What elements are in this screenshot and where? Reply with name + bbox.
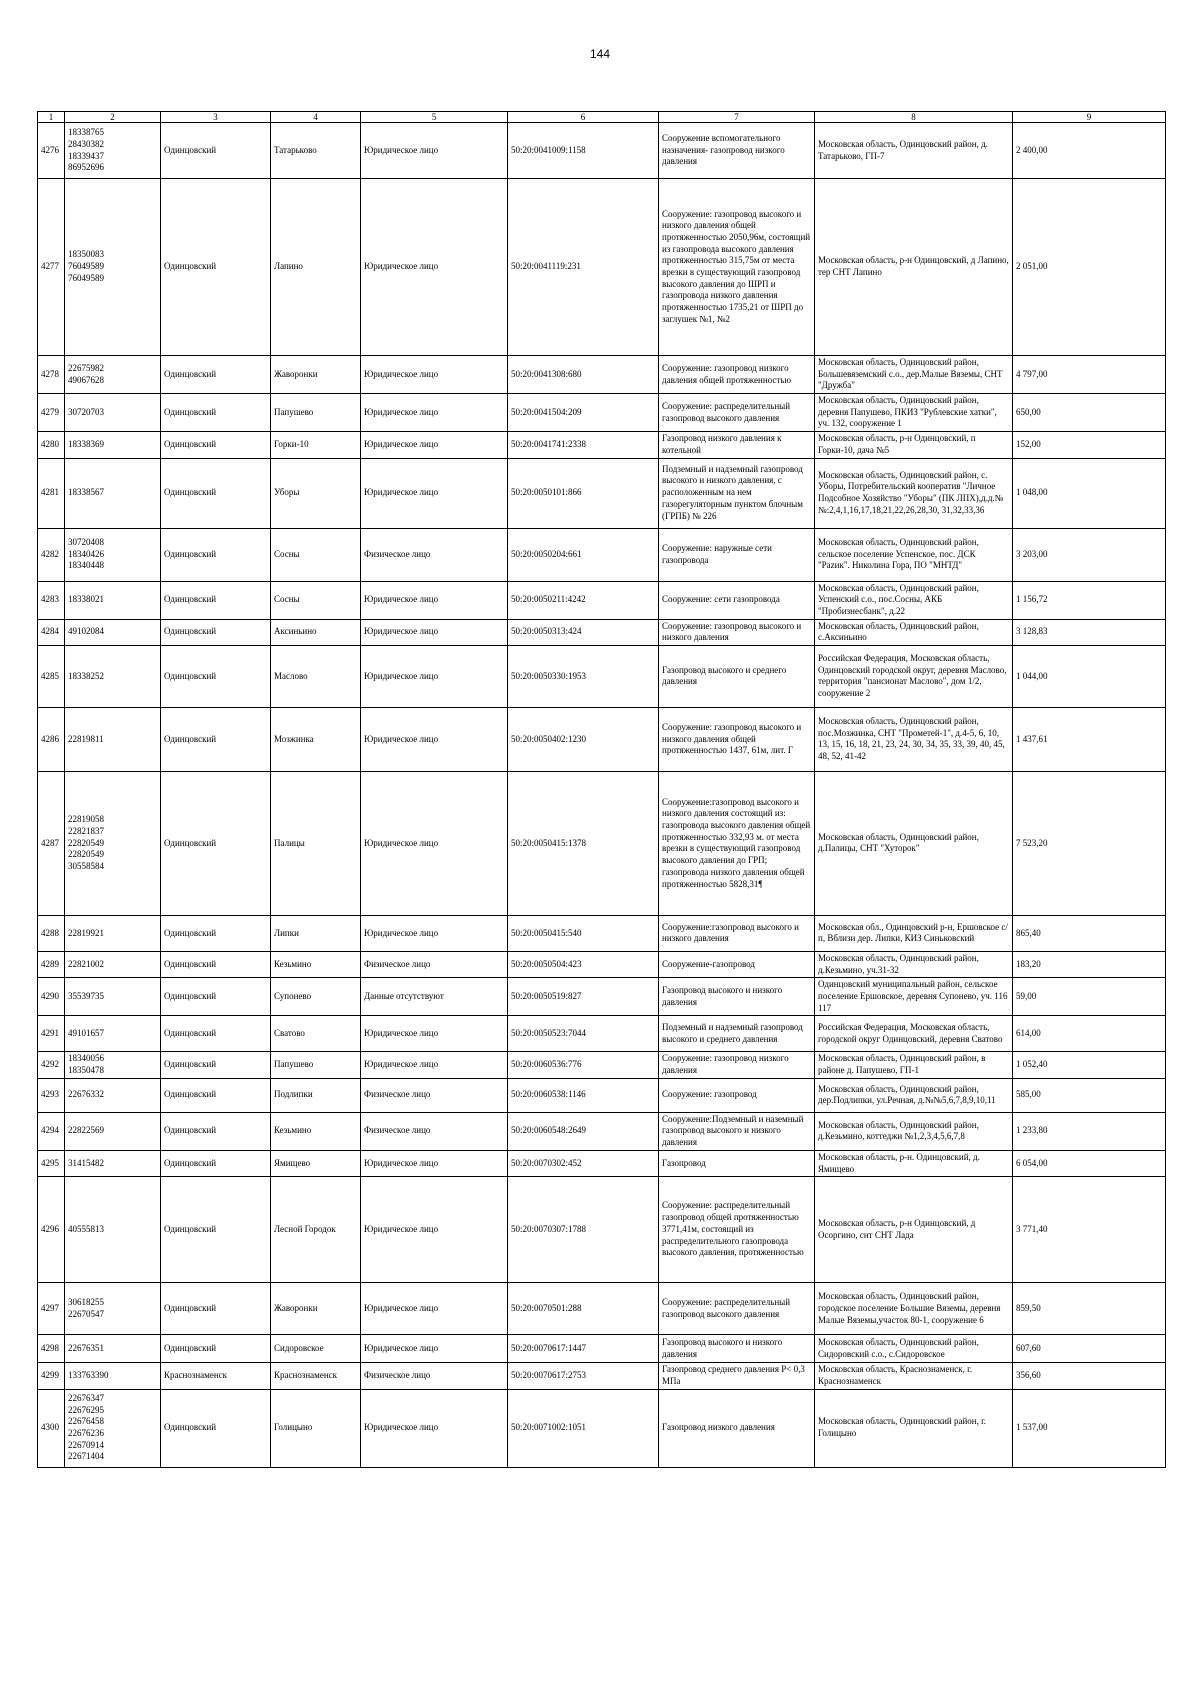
row-number: 4285 <box>38 645 65 707</box>
owner-type: Юридическое лицо <box>361 123 508 179</box>
district: Одинцовский <box>161 771 271 915</box>
table-row <box>38 1150 1166 1176</box>
object-description: Подземный и надземный газопровод высокого и низкого давления, с расположенным на нем газорегуляторным пунктом блочным (ГРПБ) № 226 <box>659 458 815 528</box>
object-codes: 49102084 <box>65 619 161 645</box>
object-address: Российская Федерация, Московская область, Одинцовский городской округ, деревня Маслово, территория "пансионат Маслово", дом 1/2, сооружение 2 <box>815 645 1013 707</box>
object-description: Газопровод среднего давления Р< 0,3 МПа <box>659 1363 815 1389</box>
table-row <box>38 123 1166 179</box>
object-description: Сооружение: газопровод низкого давления <box>659 1052 815 1078</box>
object-codes: 40555813 <box>65 1177 161 1283</box>
district: Одинцовский <box>161 707 271 771</box>
owner-type: Данные отсутствуют <box>361 978 508 1016</box>
object-codes: 22676351 <box>65 1335 161 1363</box>
district: Одинцовский <box>161 1112 271 1150</box>
object-description: Сооружение: газопровод <box>659 1078 815 1112</box>
cadastral-number: 50:20:0041119:231 <box>508 179 659 356</box>
owner-type: Юридическое лицо <box>361 1016 508 1052</box>
object-address: Московская область, Одинцовский район, г. Голицыно <box>815 1389 1013 1467</box>
cadastral-number: 50:20:0050504:423 <box>508 951 659 977</box>
locality: Папушево <box>271 394 361 432</box>
value: 7 523,20 <box>1013 771 1166 915</box>
table-row <box>38 1016 1166 1052</box>
object-description: Сооружение:газопровод высокого и низкого давления <box>659 915 815 951</box>
cadastral-number: 50:20:0050523:7044 <box>508 1016 659 1052</box>
table-row <box>38 1177 1166 1283</box>
table-row <box>38 432 1166 458</box>
owner-type: Юридическое лицо <box>361 432 508 458</box>
row-number: 4281 <box>38 458 65 528</box>
cadastral-number: 50:20:0050402:1230 <box>508 707 659 771</box>
value: 152,00 <box>1013 432 1166 458</box>
object-codes: 18338765 28430382 18339437 86952696 <box>65 123 161 179</box>
district: Одинцовский <box>161 458 271 528</box>
cadastral-number: 50:20:0041741:2338 <box>508 432 659 458</box>
object-codes: 22676347 22676295 22676458 22676236 22670914 22671404 <box>65 1389 161 1467</box>
owner-type: Юридическое лицо <box>361 394 508 432</box>
value: 1 233,80 <box>1013 1112 1166 1150</box>
column-header: 5 <box>361 112 508 123</box>
locality: Кезьмино <box>271 951 361 977</box>
object-codes: 22821002 <box>65 951 161 977</box>
object-address: Одинцовский муниципальный район, сельское поселение Ершовское, деревня Супонево, уч. 116 117 <box>815 978 1013 1016</box>
cadastral-number: 50:20:0050519:827 <box>508 978 659 1016</box>
object-address: Московская область, Одинцовский район, д. Татарьково, ГП-7 <box>815 123 1013 179</box>
object-description: Газопровод <box>659 1150 815 1176</box>
object-codes: 30720408 18340426 18340448 <box>65 528 161 581</box>
page-number: 144 <box>589 47 611 61</box>
table-row <box>38 915 1166 951</box>
owner-type: Юридическое лицо <box>361 581 508 619</box>
owner-type: Юридическое лицо <box>361 1052 508 1078</box>
table-row <box>38 771 1166 915</box>
district: Одинцовский <box>161 1078 271 1112</box>
value: 4 797,00 <box>1013 356 1166 394</box>
locality: Уборы <box>271 458 361 528</box>
object-codes: 30618255 22670547 <box>65 1283 161 1335</box>
cadastral-number: 50:20:0050415:1378 <box>508 771 659 915</box>
district: Одинцовский <box>161 619 271 645</box>
table-row <box>38 528 1166 581</box>
value: 3 771,40 <box>1013 1177 1166 1283</box>
cadastral-number: 50:20:0041308:680 <box>508 356 659 394</box>
value: 585,00 <box>1013 1078 1166 1112</box>
district: Одинцовский <box>161 1283 271 1335</box>
owner-type: Юридическое лицо <box>361 356 508 394</box>
object-address: Московская область, Одинцовский район, дер.Подлипки, ул.Речная, д.№№5,6,7,8,9,10,11 <box>815 1078 1013 1112</box>
row-number: 4300 <box>38 1389 65 1467</box>
object-codes: 18338369 <box>65 432 161 458</box>
row-number: 4284 <box>38 619 65 645</box>
object-codes: 22675982 49067628 <box>65 356 161 394</box>
owner-type: Физическое лицо <box>361 951 508 977</box>
object-codes: 22819058 22821837 22820549 22820549 30558584 <box>65 771 161 915</box>
value: 1 156,72 <box>1013 581 1166 619</box>
cadastral-number: 50:20:0050313:424 <box>508 619 659 645</box>
object-codes: 22819921 <box>65 915 161 951</box>
table-row <box>38 1078 1166 1112</box>
column-header: 2 <box>65 112 161 123</box>
row-number: 4289 <box>38 951 65 977</box>
owner-type: Юридическое лицо <box>361 645 508 707</box>
locality: Лесной Городок <box>271 1177 361 1283</box>
value: 1 537,00 <box>1013 1389 1166 1467</box>
row-number: 4277 <box>38 179 65 356</box>
row-number: 4279 <box>38 394 65 432</box>
cadastral-number: 50:20:0041504:209 <box>508 394 659 432</box>
object-codes: 31415482 <box>65 1150 161 1176</box>
object-address: Московская область, Одинцовский район, с.Аксиньино <box>815 619 1013 645</box>
table-row <box>38 1052 1166 1078</box>
owner-type: Физическое лицо <box>361 1363 508 1389</box>
object-address: Московская область, Одинцовский район, Большевяземский с.о., дер.Малые Вяземы, СНТ "Дружба" <box>815 356 1013 394</box>
row-number: 4293 <box>38 1078 65 1112</box>
table-row <box>38 951 1166 977</box>
object-description: Газопровод высокого и низкого давления <box>659 978 815 1016</box>
owner-type: Физическое лицо <box>361 528 508 581</box>
row-number: 4294 <box>38 1112 65 1150</box>
row-number: 4276 <box>38 123 65 179</box>
column-header: 8 <box>815 112 1013 123</box>
table-row <box>38 1363 1166 1389</box>
row-number: 4282 <box>38 528 65 581</box>
column-header: 9 <box>1013 112 1166 123</box>
district: Одинцовский <box>161 1177 271 1283</box>
locality: Горки-10 <box>271 432 361 458</box>
object-description: Сооружение: распределительный газопровод высокого давления <box>659 394 815 432</box>
row-number: 4278 <box>38 356 65 394</box>
table-row <box>38 619 1166 645</box>
object-description: Сооружение: сети газопровода <box>659 581 815 619</box>
row-number: 4298 <box>38 1335 65 1363</box>
value: 356,60 <box>1013 1363 1166 1389</box>
district: Одинцовский <box>161 951 271 977</box>
column-header-row <box>38 112 1166 123</box>
district: Одинцовский <box>161 1389 271 1467</box>
owner-type: Юридическое лицо <box>361 1283 508 1335</box>
locality: Мозжинка <box>271 707 361 771</box>
object-description: Газопровод высокого и среднего давления <box>659 645 815 707</box>
table-row <box>38 707 1166 771</box>
locality: Сидоровское <box>271 1335 361 1363</box>
row-number: 4297 <box>38 1283 65 1335</box>
value: 1 044,00 <box>1013 645 1166 707</box>
owner-type: Юридическое лицо <box>361 458 508 528</box>
object-codes: 18350083 76049589 76049589 <box>65 179 161 356</box>
district: Одинцовский <box>161 123 271 179</box>
object-codes: 133763390 <box>65 1363 161 1389</box>
cadastral-number: 50:20:0060536:776 <box>508 1052 659 1078</box>
cadastral-number: 50:20:0070307:1788 <box>508 1177 659 1283</box>
column-header: 1 <box>38 112 65 123</box>
object-address: Московская область, р-н. Одинцовский, д. Ямищево <box>815 1150 1013 1176</box>
object-address: Московская область, Одинцовский район, Сидоровский с.о., с.Сидоровское <box>815 1335 1013 1363</box>
row-number: 4299 <box>38 1363 65 1389</box>
district: Одинцовский <box>161 432 271 458</box>
locality: Аксиньино <box>271 619 361 645</box>
cadastral-number: 50:20:0050211:4242 <box>508 581 659 619</box>
row-number: 4291 <box>38 1016 65 1052</box>
locality: Ямищево <box>271 1150 361 1176</box>
cadastral-number: 50:20:0060548:2649 <box>508 1112 659 1150</box>
value: 650,00 <box>1013 394 1166 432</box>
object-codes: 18338567 <box>65 458 161 528</box>
row-number: 4283 <box>38 581 65 619</box>
locality: Палицы <box>271 771 361 915</box>
owner-type: Юридическое лицо <box>361 771 508 915</box>
table-row <box>38 394 1166 432</box>
column-header: 3 <box>161 112 271 123</box>
object-codes: 18340056 18350478 <box>65 1052 161 1078</box>
object-address: Российская Федерация, Московская область, городской округ Одинцовский, деревня Сватово <box>815 1016 1013 1052</box>
cadastral-number: 50:20:0070617:2753 <box>508 1363 659 1389</box>
owner-type: Физическое лицо <box>361 1112 508 1150</box>
locality: Жаворонки <box>271 356 361 394</box>
object-codes: 22822569 <box>65 1112 161 1150</box>
object-description: Сооружение:Подземный и наземный газопровод высокого и низкого давления <box>659 1112 815 1150</box>
value: 1 052,40 <box>1013 1052 1166 1078</box>
owner-type: Юридическое лицо <box>361 1389 508 1467</box>
object-description: Сооружение: газопровод низкого давления общей протяженностью <box>659 356 815 394</box>
object-address: Московская область, р-н Одинцовский, д Осоргино, снт СНТ Лада <box>815 1177 1013 1283</box>
table-row <box>38 179 1166 356</box>
object-address: Московская область, Одинцовский район, д.Кезьмино, коттеджи №1,2,3,4,5,6,7,8 <box>815 1112 1013 1150</box>
object-description: Газопровод низкого давления <box>659 1389 815 1467</box>
object-description: Подземный и надземный газопровод высокого и среднего давления <box>659 1016 815 1052</box>
registry-table <box>37 111 1166 1468</box>
row-number: 4296 <box>38 1177 65 1283</box>
owner-type: Юридическое лицо <box>361 619 508 645</box>
locality: Голицыно <box>271 1389 361 1467</box>
object-address: Московская область, Одинцовский район, деревня Папушево, ПКИЗ "Рублевские хатки", уч. 132, сооружение 1 <box>815 394 1013 432</box>
cadastral-number: 50:20:0060538:1146 <box>508 1078 659 1112</box>
table-row <box>38 1112 1166 1150</box>
object-codes: 18338021 <box>65 581 161 619</box>
row-number: 4280 <box>38 432 65 458</box>
table-row <box>38 1389 1166 1467</box>
locality: Жаворонки <box>271 1283 361 1335</box>
object-address: Московская обл., Одинцовский р-н, Ершовское с/п, Вблизи дер. Липки, КИЗ Синьковский <box>815 915 1013 951</box>
object-address: Московская область, Одинцовский район, городское поселение Большие Вяземы, деревня Малые Вяземы,участок 80-1, сооружение 6 <box>815 1283 1013 1335</box>
object-description: Сооружение-газопровод <box>659 951 815 977</box>
row-number: 4288 <box>38 915 65 951</box>
table-row <box>38 645 1166 707</box>
owner-type: Юридическое лицо <box>361 1150 508 1176</box>
object-description: Сооружение: газопровод высокого и низкого давления общей протяженностью 1437, 61м, лит. Г <box>659 707 815 771</box>
district: Одинцовский <box>161 179 271 356</box>
locality: Лапино <box>271 179 361 356</box>
owner-type: Юридическое лицо <box>361 1335 508 1363</box>
cadastral-number: 50:20:0050204:661 <box>508 528 659 581</box>
owner-type: Юридическое лицо <box>361 707 508 771</box>
locality: Папушево <box>271 1052 361 1078</box>
object-address: Московская область, Одинцовский район, Успенский с.о., пос.Сосны, АКБ "Пробизнесбанк", д.22 <box>815 581 1013 619</box>
object-address: Московская область, Одинцовский район, сельское поселение Успенское, пос. ДСК "Раzик". Николина Гора, ПО "МНТД" <box>815 528 1013 581</box>
cadastral-number: 50:20:0070302:452 <box>508 1150 659 1176</box>
locality: Татарьково <box>271 123 361 179</box>
district: Одинцовский <box>161 1016 271 1052</box>
cadastral-number: 50:20:0070617:1447 <box>508 1335 659 1363</box>
value: 2 051,00 <box>1013 179 1166 356</box>
locality: Подлипки <box>271 1078 361 1112</box>
cadastral-number: 50:20:0050415:540 <box>508 915 659 951</box>
object-address: Московская область, р-н Одинцовский, д Лапино, тер СНТ Лапино <box>815 179 1013 356</box>
value: 3 203,00 <box>1013 528 1166 581</box>
district: Одинцовский <box>161 581 271 619</box>
value: 614,00 <box>1013 1016 1166 1052</box>
table-row <box>38 978 1166 1016</box>
object-description: Газопровод низкого давления к котельной <box>659 432 815 458</box>
owner-type: Юридическое лицо <box>361 1177 508 1283</box>
object-codes: 49101657 <box>65 1016 161 1052</box>
object-description: Сооружение:газопровод высокого и низкого давления состоящий из: газопровода высокого давления общей протяженностью 332,93 м. от места врезки в существующий газопровод высокого давления до ГРП; газопровода низкого давления общей протяженностью 5828,31¶ <box>659 771 815 915</box>
object-address: Московская область, Краснознаменск, г. Краснознаменск <box>815 1363 1013 1389</box>
table-row <box>38 1335 1166 1363</box>
row-number: 4290 <box>38 978 65 1016</box>
object-codes: 35539735 <box>65 978 161 1016</box>
row-number: 4295 <box>38 1150 65 1176</box>
locality: Сватово <box>271 1016 361 1052</box>
object-codes: 18338252 <box>65 645 161 707</box>
value: 1 437,61 <box>1013 707 1166 771</box>
district: Краснознаменск <box>161 1363 271 1389</box>
district: Одинцовский <box>161 1150 271 1176</box>
object-address: Московская область, Одинцовский район, пос.Мозжинка, СНТ "Прометей-1", д.4-5, 6, 10, 13, 15, 16, 18, 21, 23, 24, 30, 34, 35, 33, 39, 40, 45, 48, 52, 41-42 <box>815 707 1013 771</box>
value: 2 400,00 <box>1013 123 1166 179</box>
table-row <box>38 1283 1166 1335</box>
row-number: 4286 <box>38 707 65 771</box>
locality: Липки <box>271 915 361 951</box>
object-description: Сооружение: газопровод высокого и низкого давления общей протяженностью 2050,96м, состоящий из газопровода высокого давления протяженностью 315,75м от места врезки в существующий газопровод высокого давления до ШРП и газопровода низкого давления протяженностью 1735,21 от ШРП до заглушек №1, №2 <box>659 179 815 356</box>
locality: Маслово <box>271 645 361 707</box>
object-description: Сооружение вспомогательного назначения- газопровод низкого давления <box>659 123 815 179</box>
column-header: 6 <box>508 112 659 123</box>
owner-type: Физическое лицо <box>361 1078 508 1112</box>
value: 3 128,83 <box>1013 619 1166 645</box>
cadastral-number: 50:20:0041009:1158 <box>508 123 659 179</box>
object-address: Московская область, Одинцовский район, с. Уборы, Потребительский кооператив "Личное Подсобное Хозяйство "Уборы" (ПК ЛПХ),д.д.№№:2,4,1,16,17,18,21,22,26,28,30, 31,32,33,36 <box>815 458 1013 528</box>
object-codes: 22819811 <box>65 707 161 771</box>
table-row <box>38 581 1166 619</box>
table-row <box>38 458 1166 528</box>
owner-type: Юридическое лицо <box>361 915 508 951</box>
owner-type: Юридическое лицо <box>361 179 508 356</box>
locality: Краснознаменск <box>271 1363 361 1389</box>
cadastral-number: 50:20:0070501:288 <box>508 1283 659 1335</box>
row-number: 4287 <box>38 771 65 915</box>
object-address: Московская область, Одинцовский район, в районе д. Папушево, ГП-1 <box>815 1052 1013 1078</box>
value: 859,50 <box>1013 1283 1166 1335</box>
object-codes: 30720703 <box>65 394 161 432</box>
locality: Сосны <box>271 581 361 619</box>
value: 1 048,00 <box>1013 458 1166 528</box>
object-description: Сооружение: распределительный газопровод высокого давления <box>659 1283 815 1335</box>
value: 607,60 <box>1013 1335 1166 1363</box>
locality: Кезьмино <box>271 1112 361 1150</box>
locality: Супонево <box>271 978 361 1016</box>
district: Одинцовский <box>161 356 271 394</box>
district: Одинцовский <box>161 645 271 707</box>
district: Одинцовский <box>161 915 271 951</box>
row-number: 4292 <box>38 1052 65 1078</box>
district: Одинцовский <box>161 1335 271 1363</box>
value: 59,00 <box>1013 978 1166 1016</box>
value: 865,40 <box>1013 915 1166 951</box>
object-codes: 22676332 <box>65 1078 161 1112</box>
object-address: Московская область, Одинцовский район, д.Палицы, СНТ "Хуторок" <box>815 771 1013 915</box>
table-row <box>38 356 1166 394</box>
column-header: 7 <box>659 112 815 123</box>
locality: Сосны <box>271 528 361 581</box>
object-description: Сооружение: наружные сети газопровода <box>659 528 815 581</box>
object-address: Московская область, Одинцовский район, д.Кезьмино, уч.31-32 <box>815 951 1013 977</box>
value: 183,20 <box>1013 951 1166 977</box>
object-description: Сооружение: газопровод высокого и низкого давления <box>659 619 815 645</box>
district: Одинцовский <box>161 528 271 581</box>
district: Одинцовский <box>161 394 271 432</box>
column-header: 4 <box>271 112 361 123</box>
value: 6 054,00 <box>1013 1150 1166 1176</box>
object-description: Сооружение: распределительный газопровод общей протяженностью 3771,41м, состоящий из распределительного газопровода высокого давления, протяженностью <box>659 1177 815 1283</box>
object-address: Московская область, р-н Одинцовский, п Горки-10, дача №5 <box>815 432 1013 458</box>
object-description: Газопровод высокого и низкого давления <box>659 1335 815 1363</box>
cadastral-number: 50:20:0071002:1051 <box>508 1389 659 1467</box>
district: Одинцовский <box>161 978 271 1016</box>
cadastral-number: 50:20:0050330:1953 <box>508 645 659 707</box>
district: Одинцовский <box>161 1052 271 1078</box>
cadastral-number: 50:20:0050101:866 <box>508 458 659 528</box>
